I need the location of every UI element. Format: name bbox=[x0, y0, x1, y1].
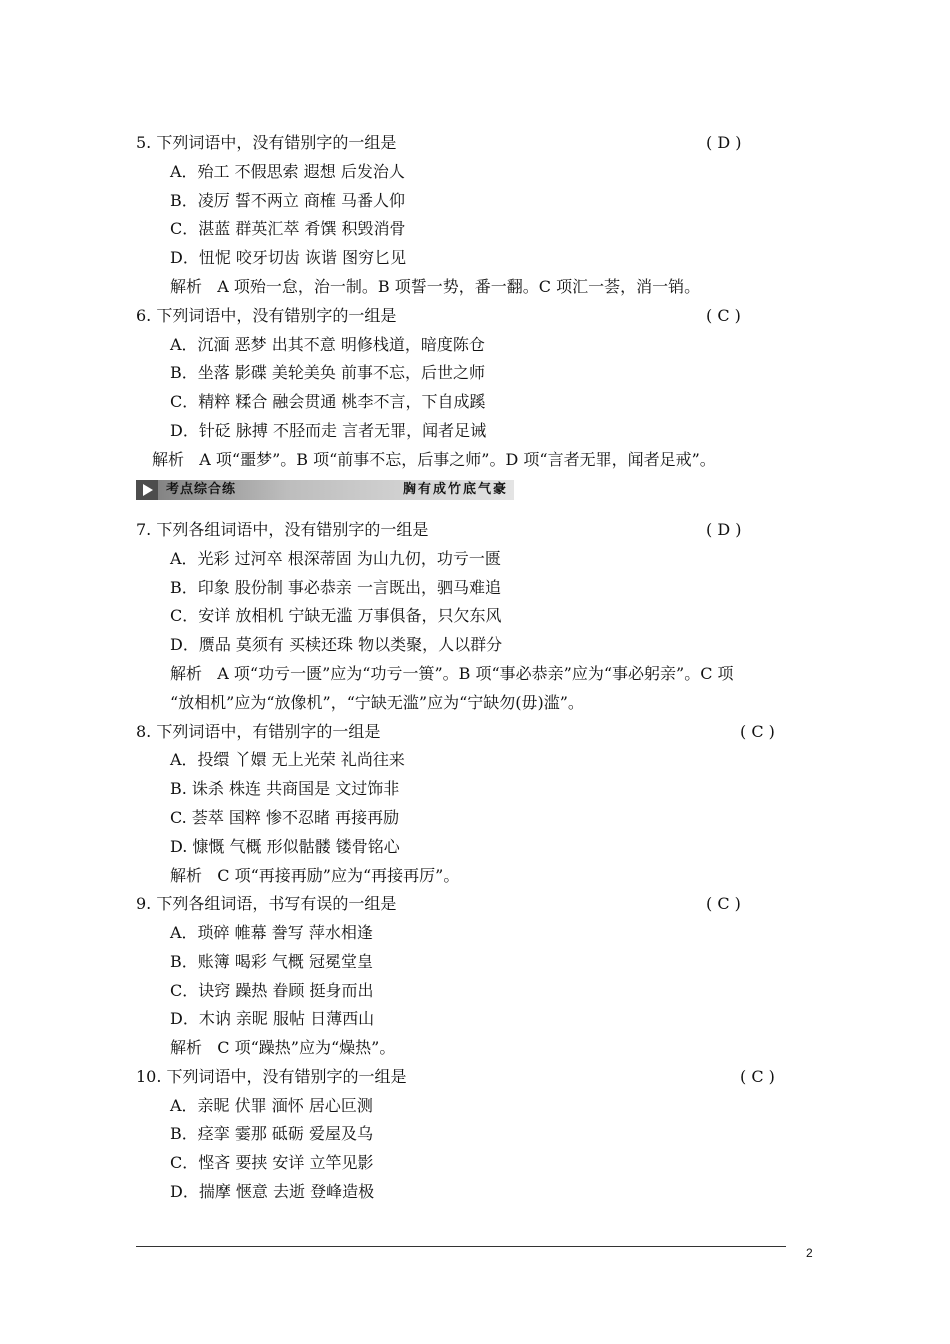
answer-bracket: ( C ) bbox=[740, 1067, 775, 1086]
option-line: C．诀窍 躁热 眷顾 挺身而出 bbox=[170, 981, 374, 1000]
answer-bracket: ( C ) bbox=[740, 722, 775, 741]
option-line: B．凌厉 誓不两立 商榷 马番人仰 bbox=[170, 191, 406, 210]
banner-title: 考点综合练 bbox=[166, 482, 237, 497]
analysis bbox=[152, 450, 716, 470]
question-stem: 10. 下列词语中，没有错别字的一组是 bbox=[136, 1067, 407, 1086]
analysis bbox=[170, 277, 700, 297]
answer-bracket: ( C ) bbox=[706, 894, 741, 913]
banner-slogan: 胸有成竹底气豪 bbox=[402, 482, 508, 497]
analysis-label: 解析 bbox=[170, 1038, 203, 1057]
option-line: A．光彩 过河卒 根深蒂固 为山九仞，功亏一匮 bbox=[170, 549, 501, 568]
answer-bracket: ( D ) bbox=[706, 520, 742, 539]
section-banner bbox=[136, 480, 514, 500]
option-line: C．精粹 糅合 融会贯通 桃李不言，下自成蹊 bbox=[170, 392, 486, 411]
option-line: A．琐碎 帷幕 誊写 萍水相逢 bbox=[170, 923, 373, 942]
option-line: A．亲昵 伏罪 湎怀 居心叵测 bbox=[170, 1096, 373, 1115]
analysis-text: A 项“噩梦”。B 项“前事不忘，后事之师”。D 项“言者无罪，闻者足戒”。 bbox=[199, 450, 716, 469]
option-line: D．忸怩 咬牙切齿 诙谐 图穷匕见 bbox=[170, 248, 407, 267]
option-line: D．揣摩 惬意 去逝 登峰造极 bbox=[170, 1182, 375, 1201]
analysis-label: 解析 bbox=[170, 866, 203, 885]
question-stem: 6. 下列词语中，没有错别字的一组是 bbox=[136, 306, 397, 325]
analysis-text: A 项“功亏一匮”应为“功亏一篑”。B 项“事必恭亲”应为“事必躬亲”。C 项 bbox=[217, 664, 734, 683]
answer-bracket: ( C ) bbox=[706, 306, 741, 325]
option-line: D. 慷慨 气概 形似骷髅 镂骨铭心 bbox=[170, 837, 400, 856]
analysis-label: 解析 bbox=[170, 277, 203, 296]
option-line: C．悭吝 要挟 安详 立竿见影 bbox=[170, 1153, 374, 1172]
play-triangle-icon bbox=[136, 480, 158, 500]
option-line: A．沉湎 恶梦 出其不意 明修栈道，暗度陈仓 bbox=[170, 335, 485, 354]
analysis-text: C 项“躁热”应为“燥热”。 bbox=[217, 1038, 396, 1057]
option-line: B．痉挛 霎那 砥砺 爱屋及乌 bbox=[170, 1124, 374, 1143]
analysis-continued: “放相机”应为“放像机”，“宁缺无滥”应为“宁缺勿(毋)滥”。 bbox=[170, 693, 584, 712]
analysis-label: 解析 bbox=[152, 450, 185, 469]
question-stem: 8. 下列词语中，有错别字的一组是 bbox=[136, 722, 381, 741]
analysis-text: A 项殆一怠，治一制。B 项誓一势，番一翻。C 项汇一荟，消一销。 bbox=[217, 277, 701, 296]
option-line: B．坐落 影碟 美轮美奂 前事不忘，后世之师 bbox=[170, 363, 486, 382]
analysis-text: C 项“再接再励”应为“再接再厉”。 bbox=[217, 866, 460, 885]
option-line: A．投缳 丫嬛 无上光荣 礼尚往来 bbox=[170, 750, 405, 769]
option-line: B．账簿 喝彩 气概 冠冕堂皇 bbox=[170, 952, 374, 971]
option-line: C．湛蓝 群英汇萃 肴馔 积毁消骨 bbox=[170, 219, 406, 238]
option-line: A．殆工 不假思索 遐想 后发治人 bbox=[170, 162, 405, 181]
answer-bracket: ( D ) bbox=[706, 133, 742, 152]
analysis bbox=[170, 664, 734, 684]
footer-rule bbox=[136, 1246, 786, 1247]
option-line: D．木讷 亲昵 服帖 日薄西山 bbox=[170, 1009, 375, 1028]
question-stem: 9. 下列各组词语，书写有误的一组是 bbox=[136, 894, 397, 913]
option-line: D．针砭 脉搏 不胫而走 言者无罪，闻者足诫 bbox=[170, 421, 487, 440]
option-line: D．赝品 莫须有 买椟还珠 物以类聚，人以群分 bbox=[170, 635, 503, 654]
option-line: C. 荟萃 国粹 惨不忍睹 再接再励 bbox=[170, 808, 400, 827]
question-stem: 5. 下列词语中，没有错别字的一组是 bbox=[136, 133, 397, 152]
page-number: 2 bbox=[806, 1246, 813, 1260]
analysis bbox=[170, 866, 459, 886]
option-line: C．安详 放相机 宁缺无滥 万事俱备，只欠东风 bbox=[170, 606, 502, 625]
analysis-label: 解析 bbox=[170, 664, 203, 683]
option-line: B. 诛杀 株连 共商国是 文过饰非 bbox=[170, 779, 400, 798]
analysis bbox=[170, 1038, 395, 1058]
question-stem: 7. 下列各组词语中，没有错别字的一组是 bbox=[136, 520, 429, 539]
option-line: B．印象 股份制 事必恭亲 一言既出，驷马难追 bbox=[170, 578, 502, 597]
